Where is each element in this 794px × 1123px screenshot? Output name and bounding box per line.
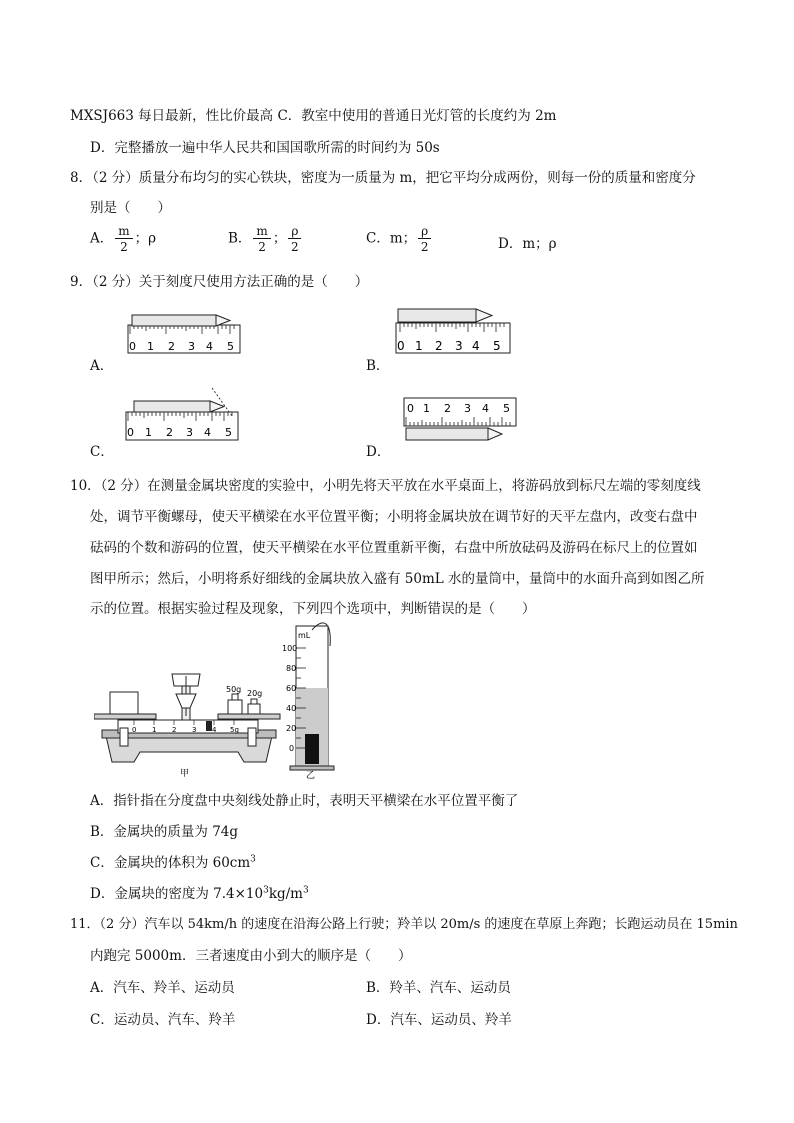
svg-text:1: 1 bbox=[147, 340, 154, 353]
svg-text:甲: 甲 bbox=[180, 769, 190, 779]
svg-text:2: 2 bbox=[435, 339, 443, 353]
svg-text:0: 0 bbox=[289, 744, 295, 753]
svg-text:1: 1 bbox=[145, 426, 152, 439]
q10-stem-line-2: 处，调节平衡螺母，使天平横梁在水平位置平衡；小明将金属块放在调节好的天平左盘内，改变右盘中 bbox=[90, 509, 698, 525]
svg-text:20: 20 bbox=[286, 724, 297, 733]
q11-option-a[interactable]: A．汽车、羚羊、运动员 bbox=[90, 980, 235, 996]
q8-option-d[interactable]: D．m；ρ bbox=[498, 236, 557, 252]
fraction: $\frac{m}{2}$ bbox=[253, 225, 270, 253]
svg-text:1: 1 bbox=[423, 402, 430, 415]
svg-text:5: 5 bbox=[227, 340, 234, 353]
q11-option-c[interactable]: C．运动员、汽车、羚羊 bbox=[90, 1012, 236, 1028]
q10-option-c[interactable]: C．金属块的体积为 $60cm^3$ bbox=[90, 854, 256, 871]
svg-text:80: 80 bbox=[286, 664, 297, 673]
svg-text:0: 0 bbox=[129, 340, 136, 353]
svg-text:20g: 20g bbox=[247, 689, 263, 698]
svg-text:2: 2 bbox=[166, 426, 173, 439]
svg-text:0: 0 bbox=[127, 426, 134, 439]
svg-text:3: 3 bbox=[455, 339, 463, 353]
q9-option-c-label[interactable]: C． bbox=[90, 444, 114, 460]
q11-stem: 11．（2 分）汽车以 54km/h 的速度在沿海公路上行驶；羚羊以 20m/s 的速度在草原上奔跑；长跑运动员在 15min bbox=[70, 917, 738, 932]
q8-option-a[interactable]: A． $\frac{m}{2}$ ；ρ bbox=[90, 224, 157, 254]
svg-text:5: 5 bbox=[225, 426, 232, 439]
svg-text:3: 3 bbox=[188, 340, 195, 353]
svg-text:3: 3 bbox=[192, 726, 197, 734]
svg-text:0: 0 bbox=[132, 726, 137, 734]
q10-stem-line-4: 图甲所示；然后，小明将系好细线的金属块放入盛有 50mL 水的量筒中，量筒中的水面升高到如图乙所 bbox=[90, 571, 705, 587]
q10-option-a[interactable]: A．指针指在分度盘中央刻线处静止时，表明天平横梁在水平位置平衡了 bbox=[90, 793, 519, 809]
svg-text:2: 2 bbox=[172, 726, 177, 734]
fraction: $\frac{m}{2}$ bbox=[115, 225, 132, 253]
q9-figure-b bbox=[394, 306, 512, 356]
q10-stem-line-5: 示的位置。根据实验过程及现象，下列四个选项中，判断错误的是（ ） bbox=[90, 601, 536, 617]
svg-text:2: 2 bbox=[444, 402, 451, 415]
svg-text:0: 0 bbox=[397, 339, 405, 353]
svg-text:4: 4 bbox=[212, 726, 217, 734]
q8-option-c[interactable]: C．m； $\frac{\rho}{2}$ bbox=[366, 225, 433, 253]
svg-text:5g: 5g bbox=[230, 726, 239, 734]
q11-option-b[interactable]: B．羚羊、汽车、运动员 bbox=[366, 980, 511, 996]
q9-stem: 9．（2 分）关于刻度尺使用方法正确的是（ ） bbox=[70, 274, 369, 290]
svg-text:3: 3 bbox=[464, 402, 471, 415]
q9-figure-a bbox=[126, 312, 242, 360]
q8-stem: 8．（2 分）质量分布均匀的实心铁块，密度为一质量为 m，把它平均分成两份，则每一份的质量和密度分 bbox=[70, 170, 696, 186]
fraction: $\frac{\rho}{2}$ bbox=[288, 225, 301, 253]
q11-option-d[interactable]: D．汽车、运动员、羚羊 bbox=[366, 1012, 512, 1028]
svg-text:1: 1 bbox=[415, 339, 423, 353]
q8-option-b[interactable]: B． $\frac{m}{2}$ ； $\frac{\rho}{2}$ bbox=[228, 225, 303, 253]
q10-stem-line-3: 砝码的个数和游码的位置，使天平横梁在水平位置重新平衡，右盘中所放砝码及游码在标尺上的位置如 bbox=[90, 540, 698, 556]
svg-text:0: 0 bbox=[407, 402, 414, 415]
svg-text:5: 5 bbox=[493, 339, 501, 353]
header-line: MXSJ663 每日最新，性比价最高 C．教室中使用的普通日光灯管的长度约为 2m bbox=[70, 108, 557, 124]
measuring-cylinder-figure bbox=[282, 618, 342, 780]
svg-text:1: 1 bbox=[152, 726, 157, 734]
q9-option-b-label[interactable]: B． bbox=[366, 358, 390, 374]
q9-figure-c bbox=[124, 386, 244, 442]
svg-text:5: 5 bbox=[503, 402, 510, 415]
svg-text:4: 4 bbox=[472, 339, 480, 353]
fraction: $\frac{\rho}{2}$ bbox=[418, 225, 431, 253]
q9-option-a-label[interactable]: A． bbox=[90, 358, 114, 374]
q7-option-d: D．完整播放一遍中华人民共和国国歌所需的时间约为 50s bbox=[90, 140, 440, 156]
svg-text:4: 4 bbox=[204, 426, 211, 439]
svg-text:2: 2 bbox=[168, 340, 175, 353]
svg-text:mL: mL bbox=[298, 631, 311, 640]
q8-stem-cont: 别是（ ） bbox=[90, 200, 171, 216]
svg-text:4: 4 bbox=[482, 402, 489, 415]
svg-text:乙: 乙 bbox=[306, 771, 316, 780]
svg-text:3: 3 bbox=[186, 426, 193, 439]
q9-option-d-label[interactable]: D． bbox=[366, 444, 391, 460]
q10-option-d[interactable]: D．金属块的密度为 $7.4\times 10^3kg/m^3$ bbox=[90, 885, 309, 902]
svg-text:50g: 50g bbox=[226, 685, 242, 694]
q10-stem-line-1: 10．（2 分）在测量金属块密度的实验中，小明先将天平放在水平桌面上，将游码放到标尺左端的零刻度线 bbox=[70, 478, 701, 494]
q9-figure-d bbox=[402, 396, 520, 444]
svg-text:40: 40 bbox=[286, 704, 297, 713]
svg-text:60: 60 bbox=[286, 684, 297, 693]
q10-option-b[interactable]: B．金属块的质量为 74g bbox=[90, 824, 239, 840]
balance-figure bbox=[94, 664, 284, 779]
svg-text:4: 4 bbox=[206, 340, 213, 353]
q11-stem-cont: 内跑完 5000m．三者速度由小到大的顺序是（ ） bbox=[90, 948, 412, 964]
svg-text:100: 100 bbox=[282, 644, 298, 653]
